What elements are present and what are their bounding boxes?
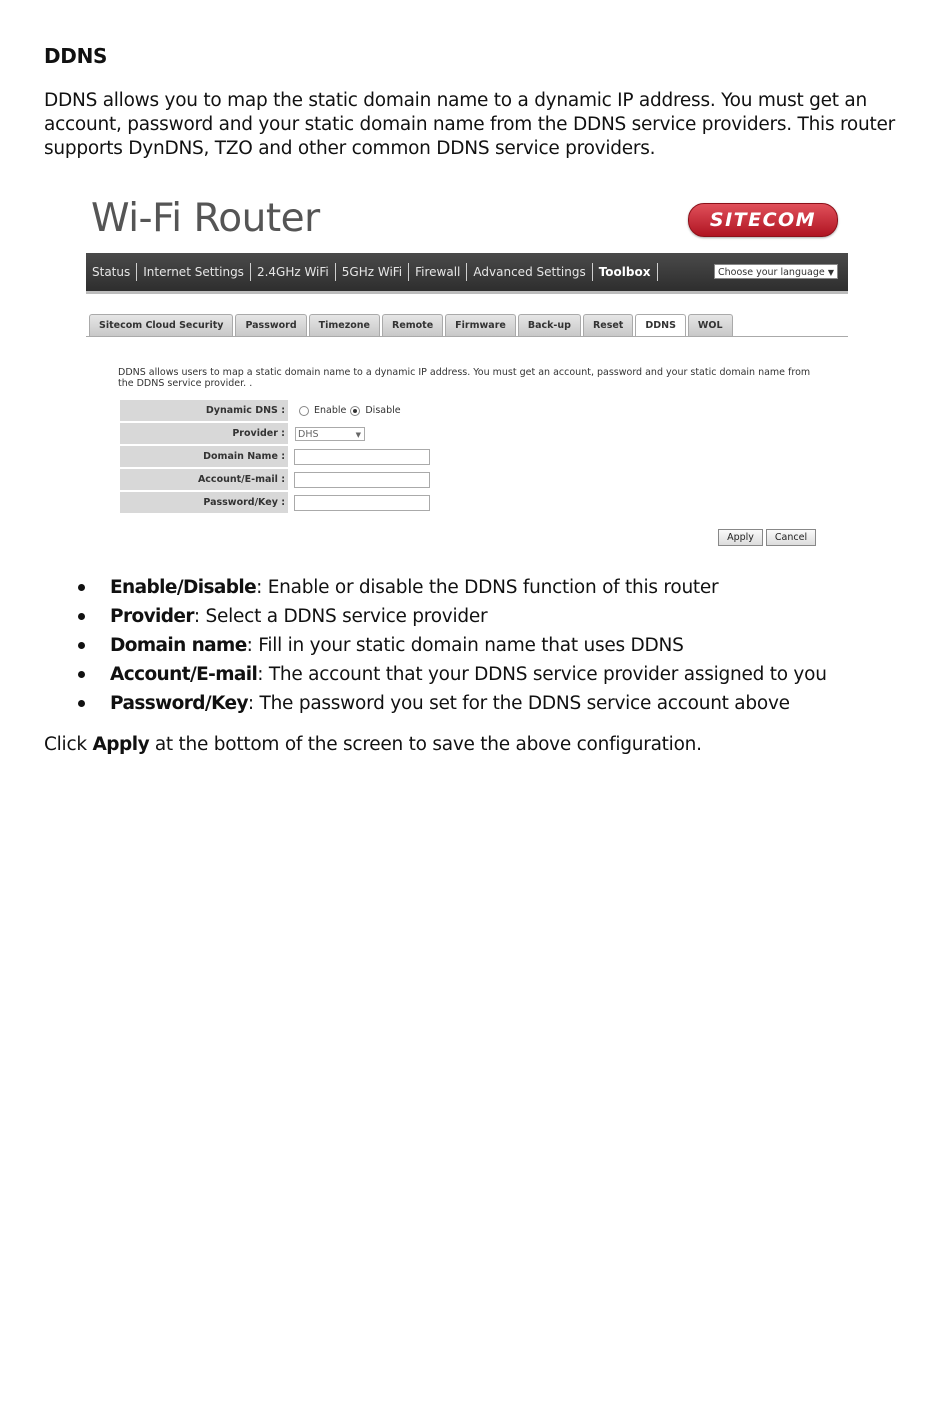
domain-name-input[interactable]	[294, 449, 430, 465]
bullet-icon	[78, 584, 85, 591]
tab-wol[interactable]: WOL	[688, 314, 733, 336]
list-text: : Enable or disable the DDNS function of this router	[256, 577, 719, 598]
footer-post: at the bottom of the screen to save the above configuration.	[149, 734, 702, 755]
field-list	[76, 576, 926, 721]
footer-note	[44, 734, 702, 755]
domain-name-label: Domain Name :	[120, 446, 288, 467]
toolbox-tabs	[89, 314, 735, 336]
tab-back-up[interactable]: Back-up	[518, 314, 581, 336]
tab-ddns[interactable]: DDNS	[635, 314, 686, 337]
list-item	[76, 634, 926, 663]
nav-firewall[interactable]: Firewall	[409, 263, 467, 281]
provider-select[interactable]	[295, 427, 365, 441]
nav-internet-settings[interactable]: Internet Settings	[137, 263, 251, 281]
logo-text: SITECOM	[709, 209, 817, 231]
chevron-down-icon: ▼	[827, 268, 834, 277]
nav-advanced-settings[interactable]: Advanced Settings	[467, 263, 592, 281]
list-term: Provider	[110, 606, 194, 627]
disable-label: Disable	[365, 405, 401, 416]
router-screenshot	[86, 190, 848, 555]
nav-5ghz-wifi[interactable]: 5GHz WiFi	[336, 263, 409, 281]
footer-pre: Click	[44, 734, 93, 755]
tab-password[interactable]: Password	[235, 314, 306, 336]
tab-remote[interactable]: Remote	[382, 314, 443, 336]
row-password	[120, 492, 520, 513]
disable-radio[interactable]	[350, 406, 360, 416]
provider-value: DHS	[298, 428, 319, 440]
nav-status[interactable]: Status	[86, 263, 137, 281]
tab-firmware[interactable]: Firmware	[445, 314, 516, 336]
tab-sitecom-cloud-security[interactable]: Sitecom Cloud Security	[89, 314, 233, 336]
bullet-icon	[78, 613, 85, 620]
dynamic-dns-label: Dynamic DNS :	[120, 400, 288, 421]
account-input[interactable]	[294, 472, 430, 488]
language-select[interactable]	[714, 264, 838, 279]
nav-toolbox[interactable]: Toolbox	[593, 263, 658, 281]
enable-label: Enable	[314, 405, 347, 416]
row-provider	[120, 423, 520, 444]
list-term: Enable/Disable	[110, 577, 257, 598]
row-domain-name	[120, 446, 520, 467]
bullet-icon	[78, 671, 85, 678]
sitecom-logo	[688, 203, 838, 237]
list-text: : The password you set for the DDNS service account above	[247, 693, 790, 714]
list-term: Account/E-mail	[110, 664, 258, 685]
nav-24ghz-wifi[interactable]: 2.4GHz WiFi	[251, 263, 336, 281]
apply-button[interactable]: Apply	[718, 529, 763, 546]
tab-timezone[interactable]: Timezone	[309, 314, 380, 336]
list-text: : Select a DDNS service provider	[193, 606, 488, 627]
list-item	[76, 692, 926, 721]
enable-radio[interactable]	[299, 406, 309, 416]
list-item	[76, 576, 926, 605]
list-term: Domain name	[110, 635, 247, 656]
tab-divider	[86, 336, 848, 337]
top-navigation	[86, 253, 848, 294]
ddns-form	[120, 400, 520, 515]
password-input[interactable]	[294, 495, 430, 511]
page-title: DDNS	[44, 44, 108, 68]
bullet-icon	[78, 642, 85, 649]
intro-paragraph: DDNS allows you to map the static domain name to a dynamic IP address. You must get an account, password and your static domain name from the DDNS service providers. This router supports DynDNS, TZO and other common DDNS service providers.	[44, 90, 895, 159]
footer-apply-strong: Apply	[92, 734, 150, 755]
password-label: Password/Key :	[120, 492, 288, 513]
list-item	[76, 663, 926, 692]
chevron-down-icon: ▼	[355, 430, 361, 439]
provider-label: Provider :	[120, 423, 288, 444]
list-text: : Fill in your static domain name that uses DDNS	[246, 635, 684, 656]
list-term: Password/Key	[110, 693, 248, 714]
list-item	[76, 605, 926, 634]
ddns-description: DDNS allows users to map a static domain name to a dynamic IP address. You must get an account, password and your static domain name from the DDNS service provider. .	[118, 367, 811, 389]
row-dynamic-dns	[120, 400, 520, 421]
row-account	[120, 469, 520, 490]
router-title: Wi-Fi Router	[91, 196, 320, 241]
list-text: : The account that your DDNS service provider assigned to you	[257, 664, 827, 685]
bullet-icon	[78, 700, 85, 707]
cancel-button[interactable]: Cancel	[766, 529, 816, 546]
language-select-label: Choose your language	[718, 267, 825, 278]
account-label: Account/E-mail :	[120, 469, 288, 490]
tab-reset[interactable]: Reset	[583, 314, 633, 336]
